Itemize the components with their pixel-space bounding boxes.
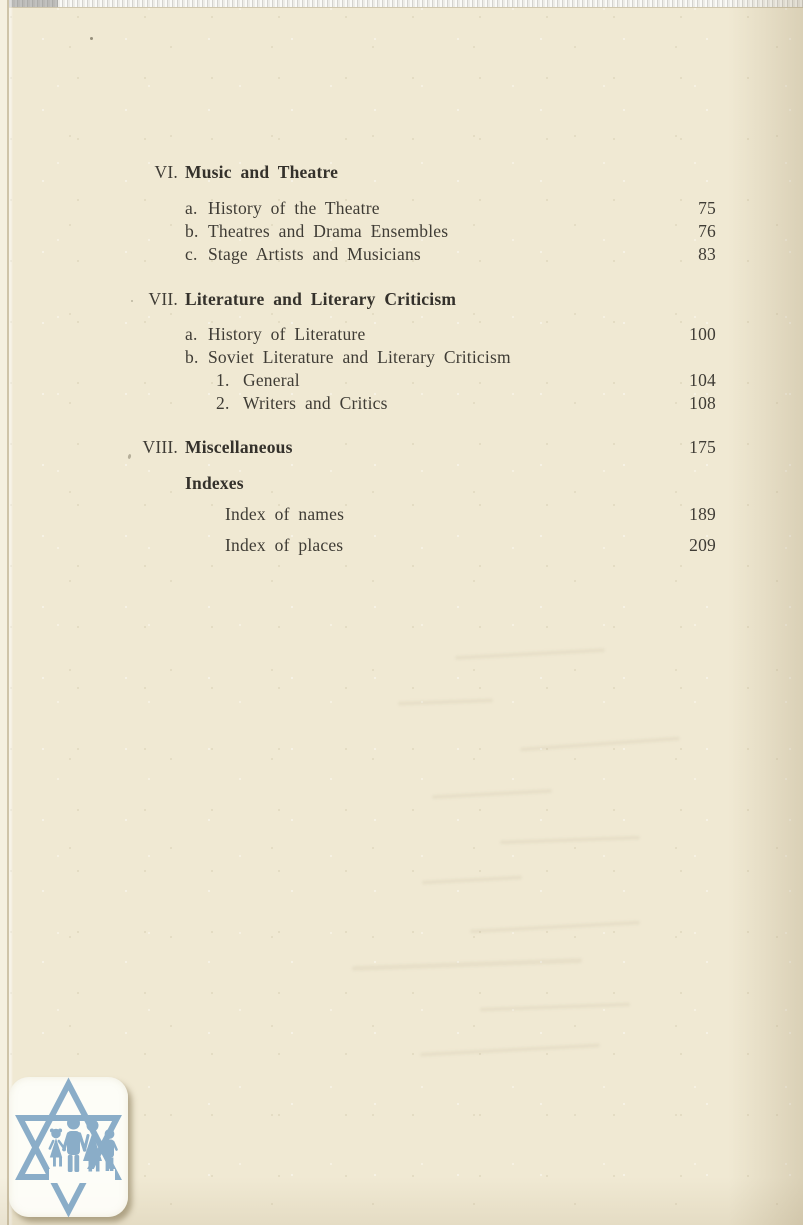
show-through-mark	[500, 836, 640, 845]
toc-index-entry	[0, 534, 716, 557]
page-number: 175	[689, 437, 716, 457]
item-label: b.	[185, 347, 199, 367]
star-of-david-family-icon	[9, 1077, 128, 1217]
toc-item	[0, 243, 716, 266]
toc-section-heading	[0, 160, 716, 184]
page-number: 104	[689, 370, 716, 390]
toc-item	[0, 197, 716, 220]
roman-numeral: VII.	[148, 289, 178, 309]
section-title: Music and Theatre	[185, 162, 339, 182]
show-through-mark	[352, 958, 582, 971]
item-label: a.	[185, 198, 198, 218]
watermark-logo	[9, 1077, 128, 1217]
toc-item	[0, 323, 716, 346]
table-of-contents	[0, 0, 716, 557]
item-label: c.	[185, 244, 198, 264]
roman-numeral: VI.	[154, 162, 178, 182]
toc-section-heading	[0, 287, 716, 311]
item-text: History of the Theatre	[208, 198, 380, 218]
toc-item	[0, 392, 716, 415]
entry-text: Index of places	[225, 535, 344, 555]
show-through-mark	[480, 1002, 630, 1011]
item-text: History of Literature	[208, 324, 366, 344]
family-icon	[50, 1117, 117, 1173]
entry-text: Index of names	[225, 504, 345, 524]
item-label: 2.	[216, 393, 230, 413]
indexes-title: Indexes	[185, 473, 244, 493]
page-number: 83	[698, 244, 716, 264]
item-label: 1.	[216, 370, 230, 390]
show-through-mark	[520, 736, 680, 751]
page-number: 100	[689, 324, 716, 344]
show-through-mark	[470, 921, 640, 934]
item-label: b.	[185, 221, 199, 241]
toc-item	[0, 346, 716, 369]
item-label: a.	[185, 324, 198, 344]
figure-backing	[49, 1169, 115, 1183]
section-title: Literature and Literary Criticism	[185, 289, 457, 309]
page-number: 209	[689, 535, 716, 555]
show-through-mark	[422, 875, 522, 884]
page-number: 76	[698, 221, 716, 241]
page-number: 189	[689, 504, 716, 524]
toc-index-entry	[0, 503, 716, 526]
toc-section-heading	[0, 435, 716, 459]
show-through-mark	[420, 1043, 600, 1056]
roman-numeral: VIII.	[142, 437, 178, 457]
show-through-mark	[455, 648, 605, 660]
indexes-heading	[0, 471, 716, 495]
page-number: 108	[689, 393, 716, 413]
paper-right-shading	[728, 0, 803, 1225]
toc-item	[0, 369, 716, 392]
item-text: General	[243, 370, 300, 390]
item-text: Soviet Literature and Literary Criticism	[208, 347, 511, 367]
page-number: 75	[698, 198, 716, 218]
section-title: Miscellaneous	[185, 437, 293, 457]
item-text: Stage Artists and Musicians	[208, 244, 421, 264]
item-text: Writers and Critics	[243, 393, 388, 413]
item-text: Theatres and Drama Ensembles	[208, 221, 449, 241]
toc-item	[0, 220, 716, 243]
show-through-mark	[432, 789, 552, 799]
show-through-mark	[398, 698, 493, 705]
